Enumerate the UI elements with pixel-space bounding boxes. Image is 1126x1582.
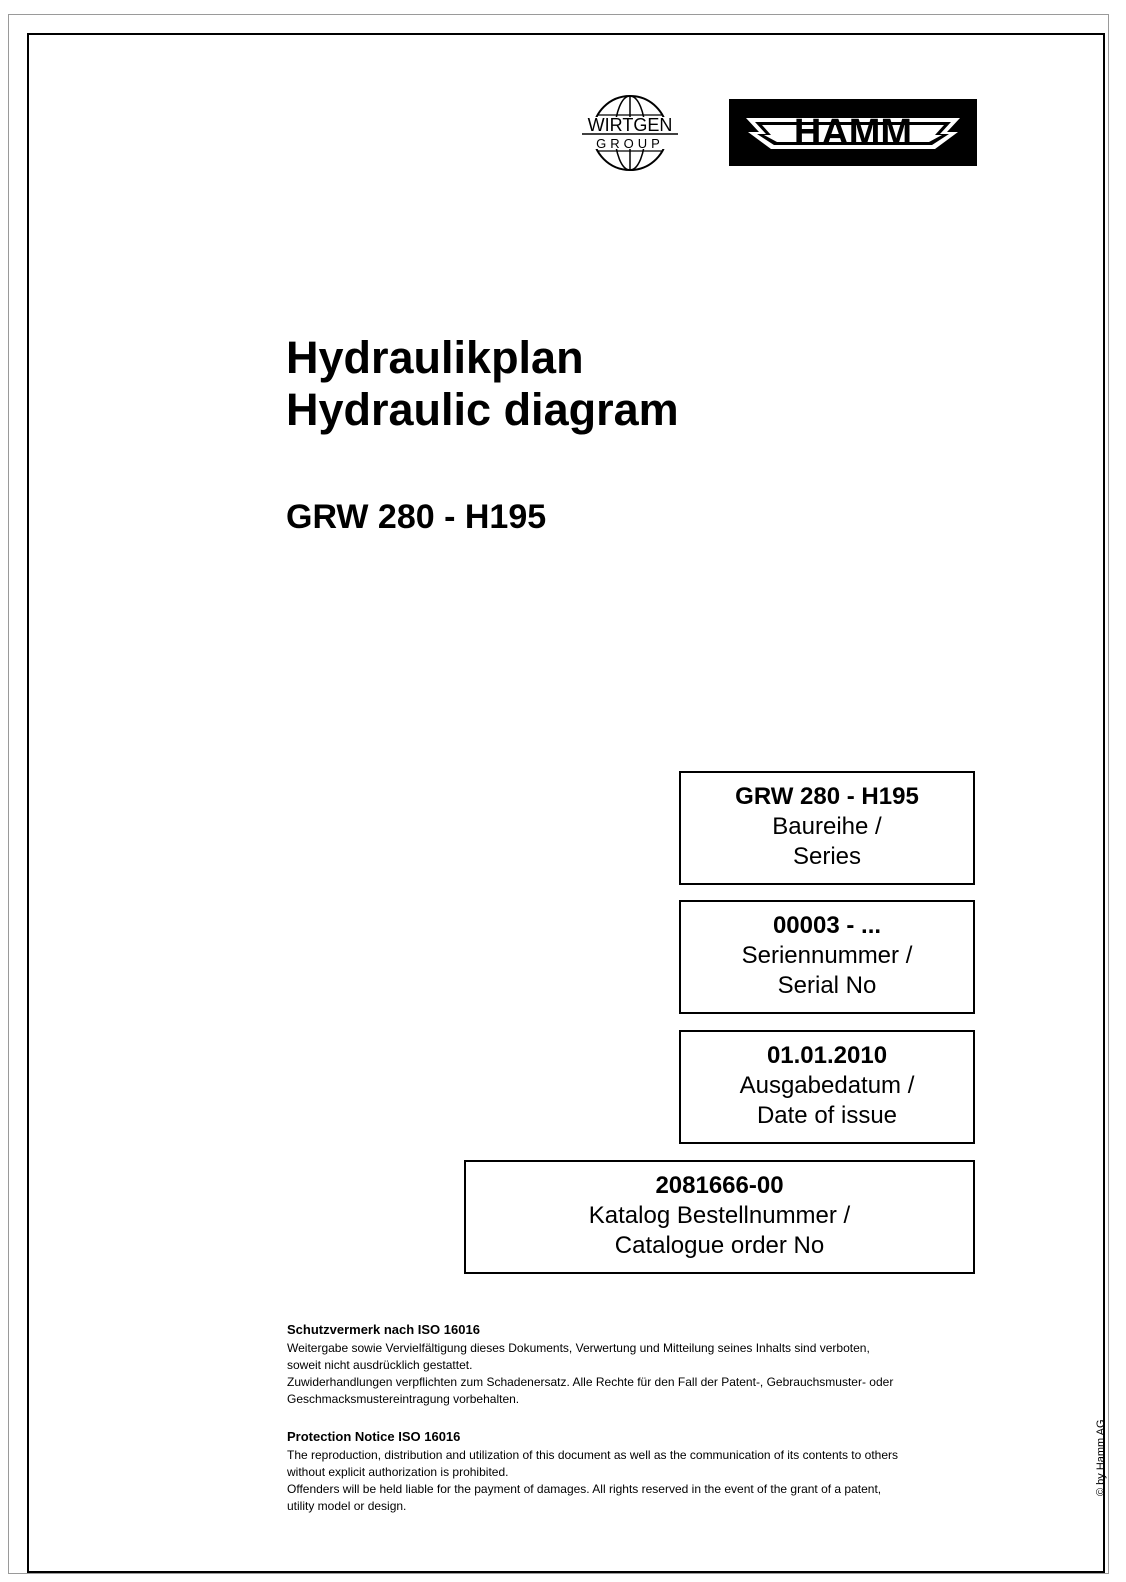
series-value: GRW 280 - H195 xyxy=(735,783,919,810)
title-english: Hydraulic diagram xyxy=(286,384,679,435)
notice-de-line: Zuwiderhandlungen verpflichten zum Schadenersatz. Alle Rechte für den Fall der Patent-, Gebrauchsmuster- oder xyxy=(287,1375,894,1389)
side-copyright: © by Hamm AG xyxy=(1095,1419,1107,1496)
date-box xyxy=(679,1030,975,1144)
catalog-value: 2081666-00 xyxy=(655,1172,784,1199)
wirtgen-logo-line1: WIRTGEN xyxy=(587,115,673,135)
notice-de-line: Weitergabe sowie Vervielfältigung dieses Dokuments, Verwertung und Mitteilung seines Inhalts sind verboten, xyxy=(287,1341,870,1355)
series-label-en: Series xyxy=(792,843,862,870)
date-label-en: Date of issue xyxy=(756,1102,898,1129)
series-label-de: Baureihe / xyxy=(772,813,882,840)
catalog-label-de: Katalog Bestellnummer / xyxy=(588,1202,851,1229)
series-box xyxy=(679,771,975,885)
serial-label-de: Seriennummer / xyxy=(741,942,913,969)
notice-en-line: The reproduction, distribution and utilization of this document as well as the communication of its contents to others xyxy=(287,1448,898,1462)
serial-box xyxy=(679,900,975,1014)
date-label-de: Ausgabedatum / xyxy=(739,1072,915,1099)
catalog-label-en: Catalogue order No xyxy=(614,1232,825,1259)
protection-notice-english xyxy=(287,1428,987,1515)
notice-de-line: Geschmacksmustereintragung vorbehalten. xyxy=(287,1392,520,1406)
notice-de-heading: Schutzvermerk nach ISO 16016 xyxy=(287,1322,480,1337)
hamm-logo xyxy=(729,99,977,166)
notice-en-line: utility model or design. xyxy=(287,1499,407,1513)
title-german: Hydraulikplan xyxy=(286,332,584,383)
notice-en-line: without explicit authorization is prohibited. xyxy=(287,1465,509,1479)
wirtgen-group-logo xyxy=(580,89,680,179)
notice-de-line: soweit nicht ausdrücklich gestattet. xyxy=(287,1358,473,1372)
notice-en-heading: Protection Notice ISO 16016 xyxy=(287,1429,461,1444)
serial-label-en: Serial No xyxy=(777,972,877,999)
serial-value: 00003 - ... xyxy=(772,912,882,939)
model-name: GRW 280 - H195 xyxy=(286,498,547,536)
protection-notice-german xyxy=(287,1321,987,1408)
catalog-box xyxy=(464,1160,975,1274)
notice-en-line: Offenders will be held liable for the payment of damages. All rights reserved in the event of the grant of a patent, xyxy=(287,1482,882,1496)
wirtgen-logo-line2: GROUP xyxy=(596,136,664,151)
date-value: 01.01.2010 xyxy=(766,1042,888,1069)
hamm-logo-text: HAMM xyxy=(793,112,913,154)
